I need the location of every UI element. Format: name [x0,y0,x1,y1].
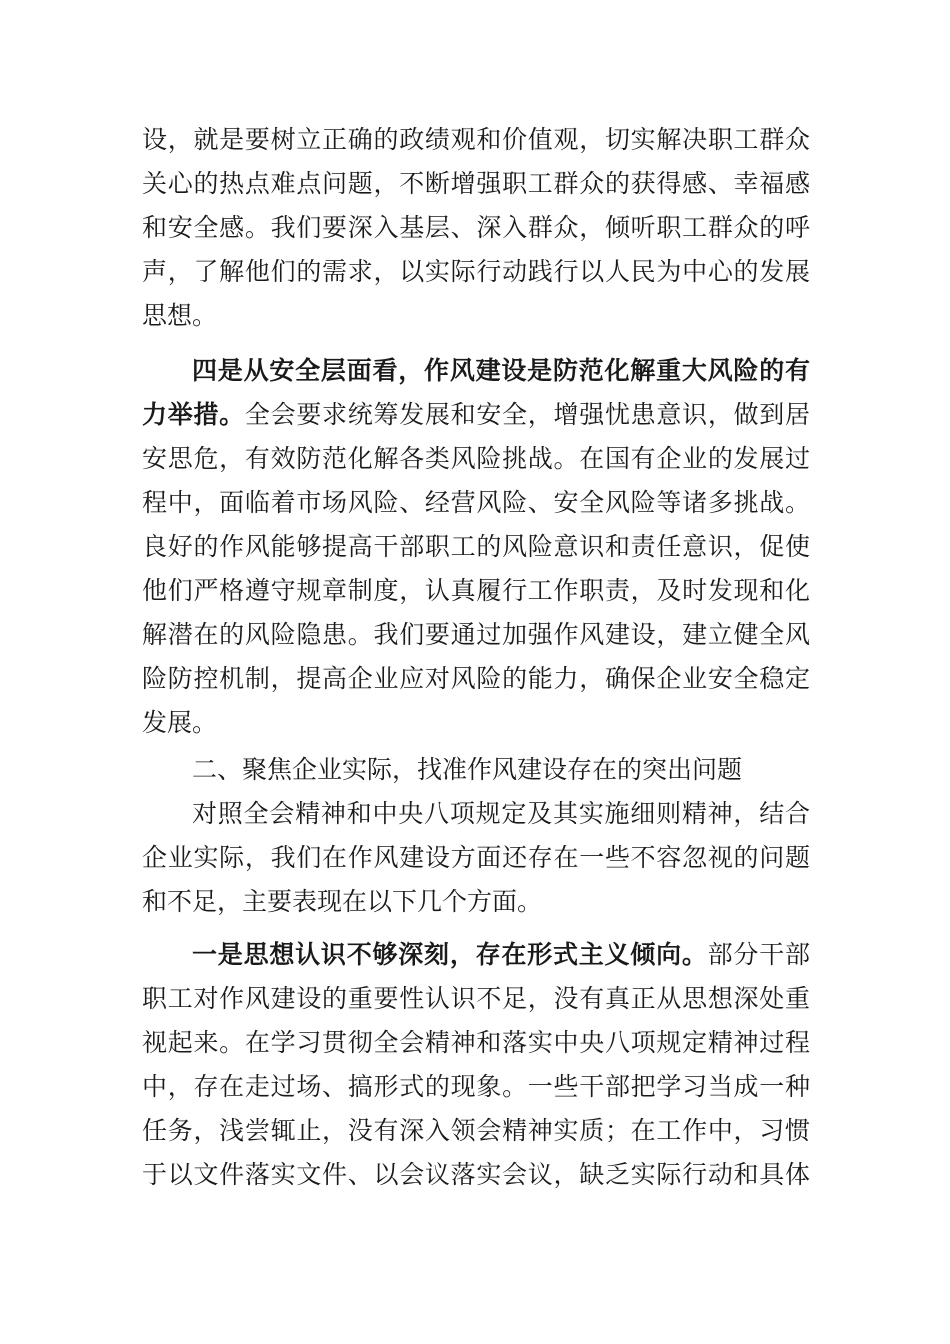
text-line: 一是思想认识不够深刻，存在形式主义倾向。部分干部 [192,940,810,969]
text-line: 视起来。在学习贯彻全会精神和落实中央八项规定精神过程 [142,1028,810,1057]
text-line: 声，了解他们的需求，以实际行动践行以人民为中心的发展 [142,257,810,286]
text-line: 他们严格遵守规章制度，认真履行工作职责，及时发现和化 [142,576,810,605]
text-line: 和不足，主要表现在以下几个方面。 [142,887,543,916]
text-line: 险防控机制，提高企业应对风险的能力，确保企业安全稳定 [142,664,810,693]
text-line: 和安全感。我们要深入基层、深入群众，倾听职工群众的呼 [142,213,810,242]
text-line: 中，存在走过场、搞形式的现象。一些干部把学习当成一种 [142,1072,810,1101]
text-line: 思想。 [142,301,218,330]
section-heading: 二、聚焦企业实际，找准作风建设存在的突出问题 [192,755,743,784]
text-line: 程中，面临着市场风险、经营风险、安全风险等诸多挑战。 [142,488,810,517]
text-line: 对照全会精神和中央八项规定及其实施细则精神，结合 [192,799,810,828]
text-line: 发展。 [142,708,218,737]
text-line: 企业实际，我们在作风建设方面还存在一些不容忽视的问题 [142,843,810,872]
text-line: 关心的热点难点问题，不断增强职工群众的获得感、幸福感 [142,169,810,198]
text-line: 任务，浅尝辄止，没有深入领会精神实质；在工作中，习惯 [142,1116,810,1145]
text-line: 力举措。全会要求统筹发展和安全，增强忧患意识，做到居 [142,400,810,429]
text-line: 设，就是要树立正确的政绩观和价值观，切实解决职工群众 [142,125,810,154]
text-line: 解潜在的风险隐患。我们要通过加强作风建设，建立健全风 [142,620,810,649]
text-line: 安思危，有效防范化解各类风险挑战。在国有企业的发展过 [142,444,810,473]
text-line: 良好的作风能够提高干部职工的风险意识和责任意识，促使 [142,532,810,561]
text-line: 于以文件落实文件、以会议落实会议，缺乏实际行动和具体 [142,1160,810,1189]
text-line: 职工对作风建设的重要性认识不足，没有真正从思想深处重 [142,984,810,1013]
text-line: 四是从安全层面看，作风建设是防范化解重大风险的有 [192,356,810,385]
